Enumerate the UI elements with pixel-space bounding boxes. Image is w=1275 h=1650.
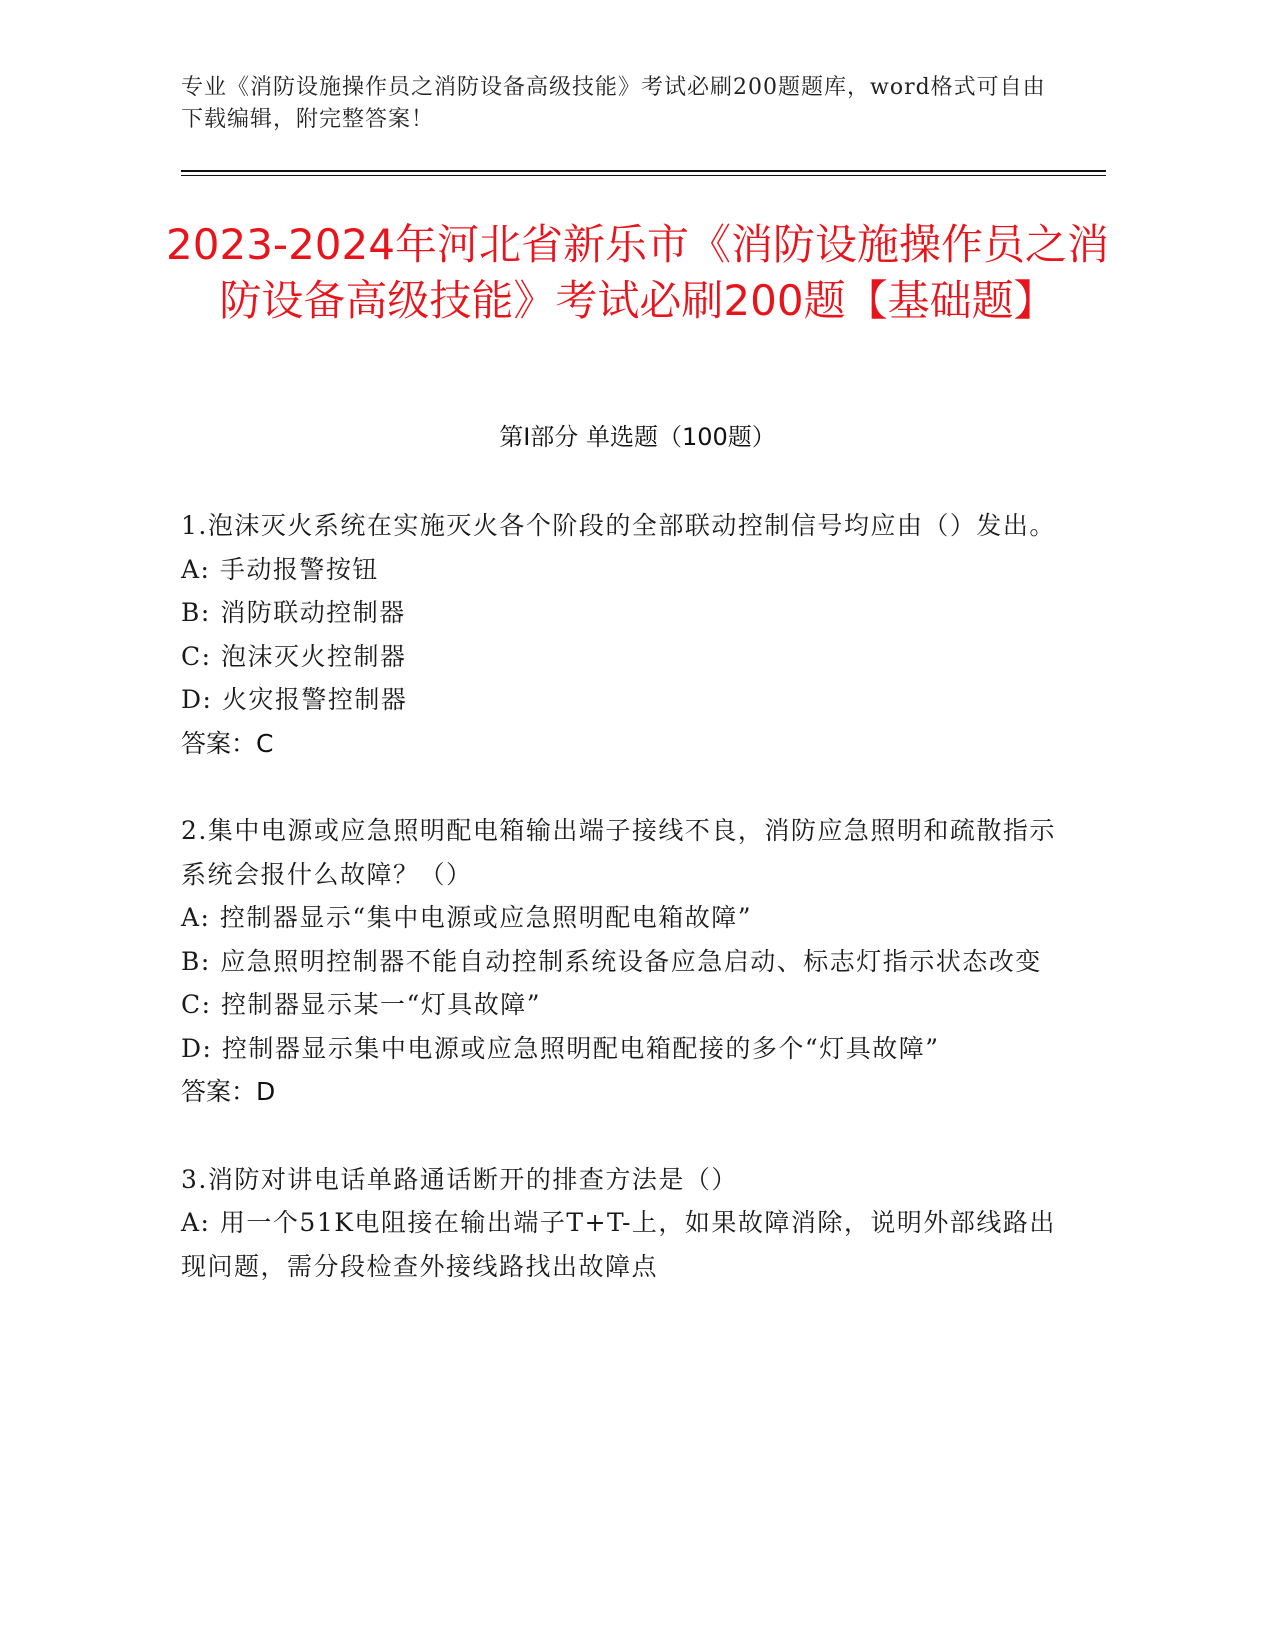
option-c: C: 控制器显示某一“灯具故障” — [181, 990, 542, 1019]
option-d: D: 火灾报警控制器 — [181, 685, 408, 714]
question-stem: 2.集中电源或应急照明配电箱输出端子接线不良，消防应急照明和疏散指示系统会报什么故障？（） — [181, 816, 1056, 889]
option-d: D: 控制器显示集中电源或应急照明配电箱配接的多个“灯具故障” — [181, 1033, 940, 1063]
option-a: A: 手动报警按钮 — [181, 554, 379, 584]
question-stem: 1.泡沫灭火系统在实施灭火各个阶段的全部联动控制信号均应由（）发出。 — [181, 511, 1056, 540]
option-a: A: 控制器显示“集中电源或应急照明配电箱故障” — [181, 903, 752, 932]
option-b: B: 应急照明控制器不能自动控制系统设备应急启动、标志灯指示状态改变 — [181, 946, 1042, 976]
answer: 答案：C — [181, 728, 274, 758]
header-note: 专业《消防设施操作员之消防设备高级技能》考试必刷200题题库，word格式可自由下载编辑，附完整答案！ — [181, 75, 1046, 132]
document-title: 2023-2024年河北省新乐市《消防设施操作员之消防设备高级技能》考试必刷200题【基础题】 — [166, 220, 1109, 325]
option-b: B: 消防联动控制器 — [181, 598, 406, 627]
question-list — [181, 504, 1061, 1332]
section-title: 第Ⅰ部分 单选题（100题） — [499, 423, 776, 451]
question-stem: 3.消防对讲电话单路通话断开的排查方法是（） — [181, 1164, 738, 1194]
question-1 — [181, 504, 1061, 765]
header-rule-thin — [181, 175, 1106, 176]
answer: 答案：D — [181, 1077, 276, 1106]
question-2 — [181, 809, 1061, 1114]
question-3 — [181, 1158, 1061, 1289]
option-a: A: 用一个51K电阻接在输出端子T+T-上，如果故障消除，说明外部线路出现问题，需分段检查外接线路找出故障点 — [181, 1208, 1056, 1281]
header-rule-thick — [181, 170, 1106, 172]
option-c: C: 泡沫灭火控制器 — [181, 641, 407, 671]
